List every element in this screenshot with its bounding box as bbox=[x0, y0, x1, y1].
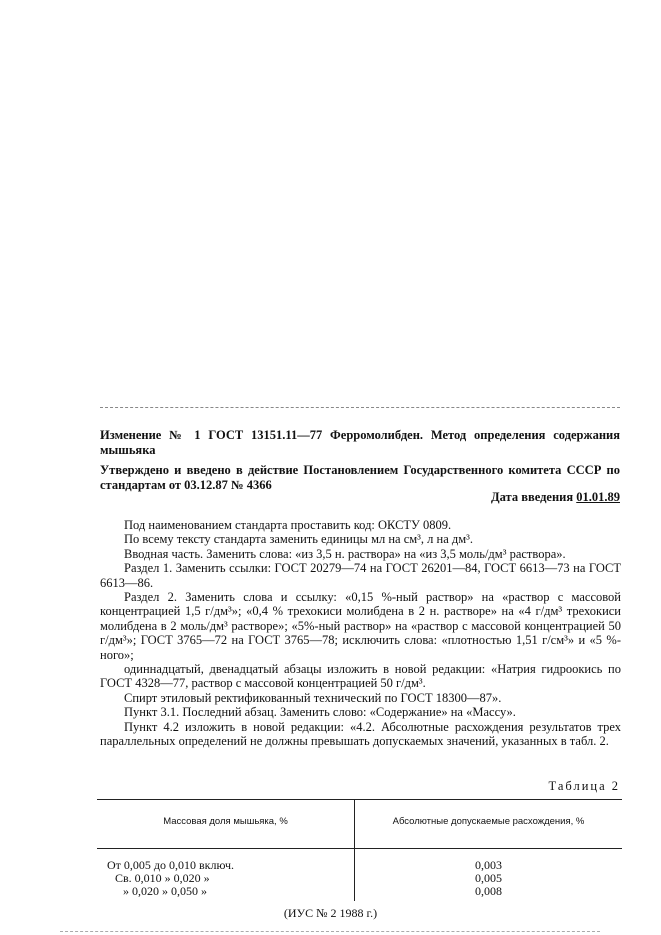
top-divider bbox=[100, 407, 620, 408]
table-body bbox=[97, 849, 622, 901]
paragraph: Под наименованием стандарта проставить код: ОКСТУ 0809. bbox=[124, 518, 452, 532]
change-title: Изменение № 1 ГОСТ 13151.11—77 Ферромолибден. Метод определения содержания мышьяка bbox=[100, 428, 620, 457]
paragraph: одиннадцатый, двенадцатый абзацы изложить в новой редакции: «Натрия гидроокись по ГОСТ 4328—77, раствор с массовой концентрацией 50 г/дм³. bbox=[100, 662, 621, 691]
table-row: » 0,020 » 0,050 » bbox=[123, 884, 207, 898]
paragraph: Раздел 2. Заменить слова и ссылку: «0,15 %-ный раствор» на «раствор с массовой концентрацией 1,5 г/дм³»; «0,4 % трехокиси молибдена в 2 н. растворе» на «4 г/дм³ трехокиси молибдена в 2 моль/дм³ растворе»; «5%-ный раствор» на «раствор с массовой концентрацией 50 г/дм³»; ГОСТ 3765—72 на ГОСТ 3765—78; исключить слова: «плотностью 1,51 г/см³» и «5 %-ного»; bbox=[100, 590, 621, 662]
table-cell: 0,008 bbox=[475, 884, 502, 898]
date-value: 01.01.89 bbox=[576, 490, 620, 504]
table-cell: 0,005 bbox=[475, 871, 502, 885]
paragraph: Пункт 3.1. Последний абзац. Заменить слово: «Содержание» на «Массу». bbox=[124, 705, 516, 720]
body-text bbox=[100, 518, 621, 749]
bottom-divider bbox=[60, 931, 600, 932]
value-column bbox=[355, 859, 622, 898]
table-header bbox=[97, 800, 622, 849]
header-tolerance: Абсолютные допускаемые расхождения, % bbox=[392, 816, 585, 827]
range-column bbox=[107, 859, 347, 898]
header-mass-fraction: Массовая доля мышьяка, % bbox=[163, 816, 288, 827]
publication-footer: (ИУС № 2 1988 г.) bbox=[283, 906, 378, 920]
paragraph: Раздел 1. Заменить ссылки: ГОСТ 20279—74 на ГОСТ 26201—84, ГОСТ 6613—73 на ГОСТ 6613—86. bbox=[100, 561, 621, 590]
date-label: Дата введения bbox=[491, 490, 574, 504]
effective-date bbox=[100, 490, 620, 505]
approval-note: Утверждено и введено в действие Постановлением Государственного комитета СССР по стандартам от 03.12.87 № 4366 bbox=[100, 463, 620, 492]
paragraph: По всему тексту стандарта заменить единицы мл на см³, л на дм³. bbox=[124, 532, 474, 547]
tolerance-table bbox=[97, 799, 622, 901]
table-title: Таблица 2 bbox=[548, 779, 620, 793]
paragraph: Пункт 4.2 изложить в новой редакции: «4.2. Абсолютные расхождения результатов трех параллельных определений не должны превышать допускаемых значений, указанных в табл. 2. bbox=[100, 719, 621, 749]
paragraph: Вводная часть. Заменить слова: «из 3,5 н. раствора» на «из 3,5 моль/дм³ раствора». bbox=[124, 546, 566, 561]
table-cell: 0,003 bbox=[475, 858, 502, 872]
table-row: Св. 0,010 » 0,020 » bbox=[115, 871, 210, 885]
table-row: От 0,005 до 0,010 включ. bbox=[107, 858, 235, 872]
paragraph: Спирт этиловый ректификованный технический по ГОСТ 18300—87». bbox=[124, 690, 502, 705]
